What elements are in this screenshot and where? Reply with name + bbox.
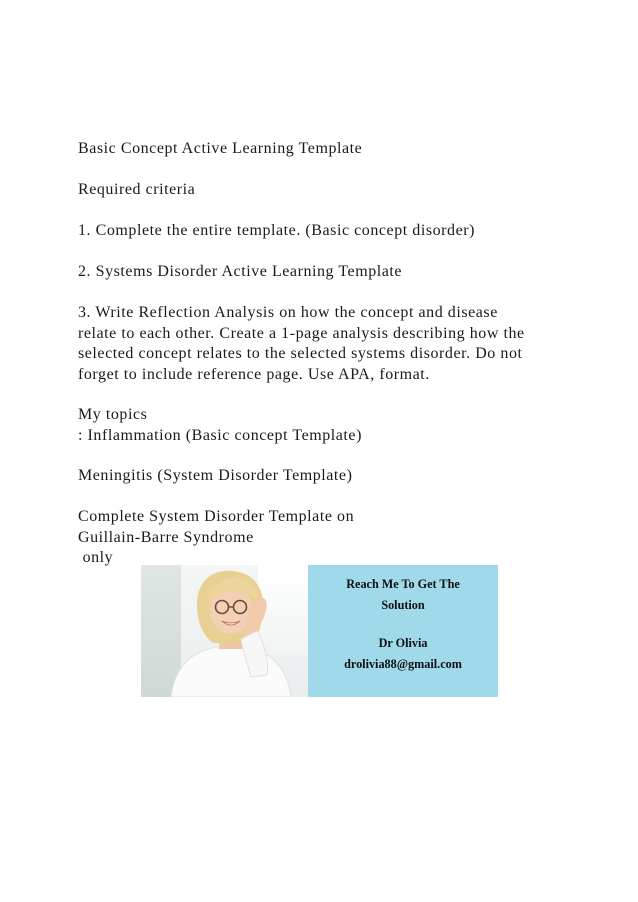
criteria-item-3-line-4: forget to include reference page. Use APA, format.: [78, 365, 430, 383]
document-title: Basic Concept Active Learning Template: [78, 140, 363, 157]
banner-line-2: Solution: [381, 598, 425, 612]
criteria-item-1: 1. Complete the entire template. (Basic concept disorder): [78, 222, 475, 239]
complete-line-1: Complete System Disorder Template on: [78, 508, 355, 525]
contact-info-panel: [308, 565, 498, 697]
criteria-item-3-line-3: selected concept relates to the selected systems disorder. Do not: [78, 345, 523, 362]
criteria-item-3-line-2: relate to each other. Create a 1-page analysis describing how the: [78, 324, 525, 342]
woman-illustration: [141, 565, 308, 697]
complete-line-3: only: [78, 549, 114, 566]
contact-banner: [141, 565, 498, 697]
topics-heading: My topics: [78, 406, 148, 423]
woman-with-glasses-photo: [141, 565, 308, 697]
topic-1: : Inflammation (Basic concept Template): [78, 426, 362, 444]
required-criteria-heading: Required criteria: [78, 181, 196, 198]
contact-email[interactable]: drolivia88@gmail.com: [344, 657, 462, 671]
topic-2: Meningitis (System Disorder Template): [78, 467, 353, 484]
contact-name: Dr Olivia: [378, 636, 428, 650]
criteria-item-2: 2. Systems Disorder Active Learning Template: [78, 263, 403, 280]
criteria-item-3-line-1: 3. Write Reflection Analysis on how the concept and disease: [78, 304, 498, 321]
banner-line-1: Reach Me To Get The: [346, 577, 460, 591]
complete-line-2: Guillain-Barre Syndrome: [78, 528, 254, 546]
